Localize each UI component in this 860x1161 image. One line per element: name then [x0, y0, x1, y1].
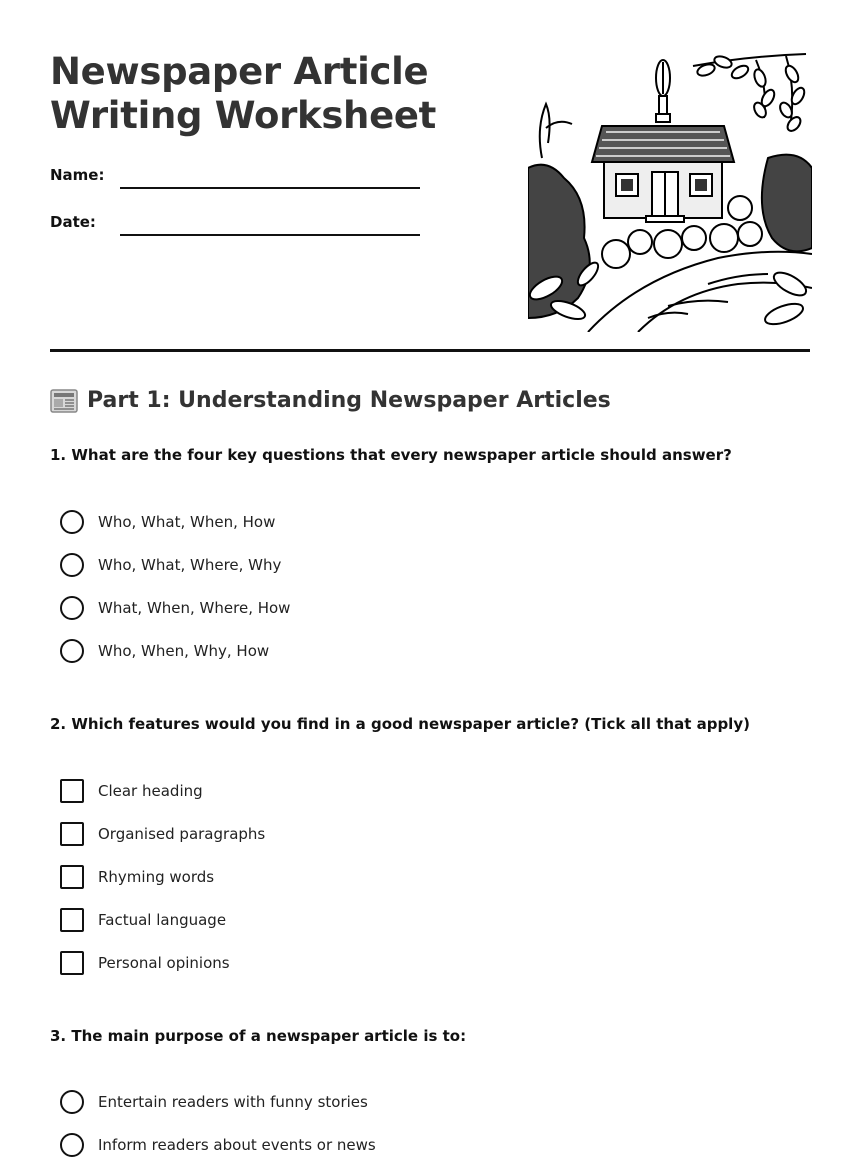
radio-button[interactable] — [60, 639, 84, 663]
q2-option-3[interactable] — [60, 864, 214, 890]
q2-option-1[interactable] — [60, 778, 203, 804]
radio-button[interactable] — [60, 553, 84, 577]
checkbox[interactable] — [60, 779, 84, 803]
q2-option-5[interactable] — [60, 950, 230, 976]
worksheet-title — [50, 50, 436, 138]
option-label: Rhyming words — [98, 868, 215, 886]
radio-button[interactable] — [60, 510, 84, 534]
name-field[interactable] — [120, 187, 420, 189]
q3-option-2[interactable] — [60, 1132, 376, 1158]
option-label: Who, What, When, How — [98, 513, 276, 531]
q1-option-4[interactable] — [60, 638, 269, 664]
option-label: Who, What, Where, Why — [98, 556, 282, 574]
name-label: Name: — [50, 166, 105, 184]
option-label: What, When, Where, How — [98, 599, 291, 617]
q1-option-3[interactable] — [60, 595, 290, 621]
q2-option-4[interactable] — [60, 907, 226, 933]
radio-button[interactable] — [60, 596, 84, 620]
option-label: Inform readers about events or news — [98, 1136, 376, 1154]
option-label: Organised paragraphs — [98, 825, 266, 843]
date-label: Date: — [50, 213, 96, 231]
radio-button[interactable] — [60, 1090, 84, 1114]
option-label: Who, When, Why, How — [98, 642, 270, 660]
part1-title — [50, 388, 611, 413]
date-field[interactable] — [120, 234, 420, 236]
cottage-garden-illustration — [528, 48, 812, 332]
checkbox[interactable] — [60, 908, 84, 932]
title-line-2: Writing Worksheet — [50, 94, 437, 137]
title-line-1: Newspaper Article — [50, 50, 429, 93]
checkbox[interactable] — [60, 822, 84, 846]
question-1: 1. What are the four key questions that every newspaper article should answer? — [50, 446, 732, 464]
newspaper-icon — [50, 389, 78, 413]
option-label: Entertain readers with funny stories — [98, 1093, 368, 1111]
q1-option-1[interactable] — [60, 509, 275, 535]
part1-title-text: Part 1: Understanding Newspaper Articles — [87, 388, 611, 413]
checkbox[interactable] — [60, 865, 84, 889]
radio-button[interactable] — [60, 1133, 84, 1157]
q3-option-1[interactable] — [60, 1089, 368, 1115]
q2-option-2[interactable] — [60, 821, 265, 847]
question-2: 2. Which features would you find in a good newspaper article? (Tick all that apply) — [50, 715, 750, 733]
option-label: Factual language — [98, 911, 227, 929]
question-3: 3. The main purpose of a newspaper article is to: — [50, 1027, 467, 1045]
checkbox[interactable] — [60, 951, 84, 975]
section-divider — [50, 349, 810, 352]
q1-option-2[interactable] — [60, 552, 281, 578]
option-label: Personal opinions — [98, 954, 230, 972]
option-label: Clear heading — [98, 782, 203, 800]
